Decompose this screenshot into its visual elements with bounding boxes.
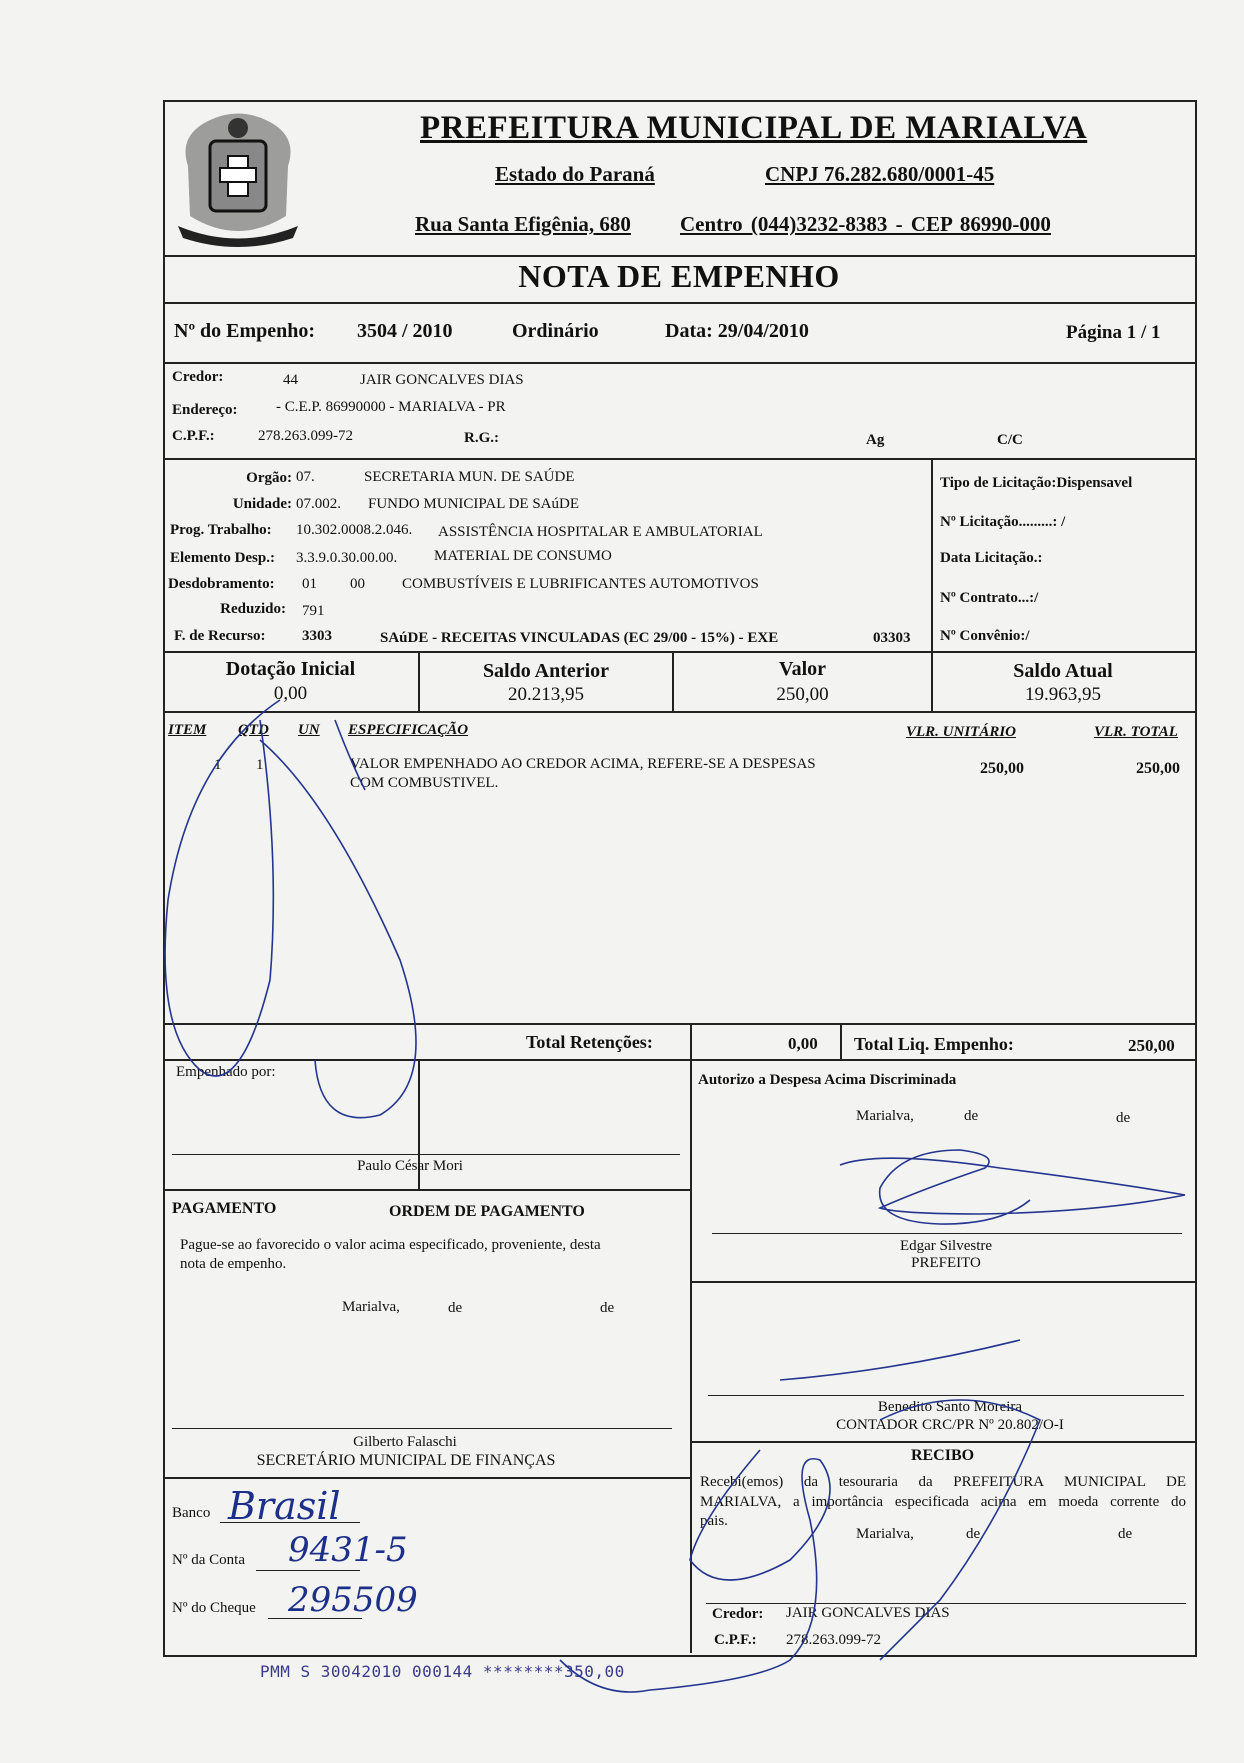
signature-line xyxy=(708,1395,1184,1396)
state-label: Estado do Paraná xyxy=(495,162,655,186)
empenho-number-label: Nº do Empenho: xyxy=(174,320,316,342)
dotacao-inicial-label: Dotação Inicial xyxy=(225,658,356,680)
pay-de-1: de xyxy=(448,1300,463,1316)
item-number: 1 xyxy=(214,757,222,773)
recurso-code: 3303 xyxy=(302,628,332,644)
signature-line xyxy=(172,1428,672,1429)
prog-label: Prog. Trabalho: xyxy=(170,522,272,538)
ordem-pagamento-label: ORDEM DE PAGAMENTO xyxy=(389,1203,585,1220)
unidade-label: Unidade: xyxy=(232,496,292,512)
prog-name: ASSISTÊNCIA HOSPITALAR E AMBULATORIAL xyxy=(438,524,763,540)
elemento-name: MATERIAL DE CONSUMO xyxy=(434,548,612,564)
empenho-date: Data: 29/04/2010 xyxy=(665,320,809,342)
pague-se-line-1: Pague-se ao favorecido o valor acima especificado, proveniente, desta xyxy=(180,1237,601,1253)
credor-label: Credor: xyxy=(172,369,224,385)
empenho-number: 3504 / 2010 xyxy=(357,320,453,342)
rule xyxy=(690,1281,1195,1283)
credor-address: - C.E.P. 86990000 - MARIALVA - PR xyxy=(276,399,506,415)
orgao-label: Orgão: xyxy=(246,470,292,486)
rule xyxy=(690,1023,692,1653)
recibo-city: Marialva, xyxy=(856,1526,914,1542)
col-vlr-total: VLR. TOTAL xyxy=(1094,724,1178,740)
elemento-label: Elemento Desp.: xyxy=(170,550,275,566)
recibo-de-1: de xyxy=(966,1526,981,1542)
accountant-name: Benedito Santo Moreira xyxy=(877,1399,1023,1415)
unidade-name: FUNDO MUNICIPAL DE SAúDE xyxy=(368,496,579,512)
recibo-de-2: de xyxy=(1118,1526,1133,1542)
numero-contrato: Nº Contrato...:/ xyxy=(940,590,1039,606)
rule xyxy=(163,1059,1195,1061)
retencoes-label: Total Retenções: xyxy=(526,1032,653,1052)
contact-info: Centro (044)3232-8383 - CEP 86990-000 xyxy=(680,212,1051,236)
empenhado-por-label: Empenhado por: xyxy=(176,1064,276,1080)
endereco-label: Endereço: xyxy=(172,402,238,418)
saldo-atual-label: Saldo Atual xyxy=(1013,660,1113,682)
col-vlr-unitario: VLR. UNITÁRIO xyxy=(906,724,1017,740)
conta-label: Nº da Conta xyxy=(172,1552,245,1568)
rule xyxy=(931,458,933,651)
rule xyxy=(690,1441,1195,1443)
rg-label: R.G.: xyxy=(464,430,499,446)
auth-de-2: de xyxy=(1116,1110,1131,1126)
mayor-title: PREFEITO xyxy=(911,1255,981,1271)
rule xyxy=(163,651,1195,653)
page-number: Página 1 / 1 xyxy=(1066,322,1161,343)
rule xyxy=(163,711,1195,713)
col-un: UN xyxy=(298,722,320,738)
auth-de-1: de xyxy=(964,1108,979,1124)
item-unit-value: 250,00 xyxy=(980,760,1024,777)
page-title: PREFEITURA MUNICIPAL DE MARIALVA xyxy=(420,110,1088,146)
numero-licitacao: Nº Licitação.........: / xyxy=(940,514,1066,530)
tipo-licitacao xyxy=(940,475,1132,492)
empenho-type: Ordinário xyxy=(512,320,599,342)
pagamento-label: PAGAMENTO xyxy=(172,1200,277,1217)
recibo-line-3: pais. xyxy=(700,1513,728,1529)
pay-city: Marialva, xyxy=(342,1299,400,1315)
ag-label: Ag xyxy=(866,432,885,448)
liquido-value: 250,00 xyxy=(1128,1036,1175,1055)
signature-line xyxy=(172,1154,680,1155)
address: Rua Santa Efigênia, 680 xyxy=(415,212,631,236)
recibo-line-2: MARIALVA, a importância especificada acima em moeda corrente do xyxy=(700,1494,1186,1510)
reduzido-label: Reduzido: xyxy=(220,601,286,617)
rule xyxy=(163,1477,691,1479)
item-spec-line-2: COM COMBUSTIVEL. xyxy=(350,775,499,791)
recurso-name: SAúDE - RECEITAS VINCULADAS (EC 29/00 - 15%) - EXE xyxy=(380,630,779,646)
rule xyxy=(163,458,1195,460)
elemento-code: 3.3.9.0.30.00.00. xyxy=(296,550,398,566)
recibo-cpf-value: 278.263.099-72 xyxy=(786,1632,881,1648)
orgao-code: 07. xyxy=(296,469,315,485)
banco-label: Banco xyxy=(172,1505,211,1521)
pague-se-line-2: nota de empenho. xyxy=(180,1256,287,1272)
tipo-licitacao-text: Tipo de Licitação:Dispensavel xyxy=(940,475,1133,491)
auth-city: Marialva, xyxy=(856,1108,914,1124)
rule xyxy=(163,1023,1195,1025)
recibo-credor-label: Credor: xyxy=(712,1606,764,1622)
recibo-cpf-label: C.P.F.: xyxy=(714,1632,757,1648)
data-licitacao: Data Licitação.: xyxy=(940,550,1043,566)
item-spec-line-1: VALOR EMPENHADO AO CREDOR ACIMA, REFERE-SE A DESPESAS xyxy=(350,756,816,772)
finance-title: SECRETÁRIO MUNICIPAL DE FINANÇAS xyxy=(256,1452,556,1469)
rule xyxy=(163,1189,691,1191)
rule xyxy=(163,255,1195,257)
conta-value: 9431-5 xyxy=(288,1530,408,1570)
signature-line xyxy=(706,1603,1186,1604)
col-especificacao: ESPECIFICAÇÃO xyxy=(348,722,469,738)
cheque-label: Nº do Cheque xyxy=(172,1600,256,1616)
prog-code: 10.302.0008.2.046. xyxy=(296,522,413,538)
valor-value: 250,00 xyxy=(776,684,829,705)
valor-label: Valor xyxy=(778,658,827,680)
cheque-value: 295509 xyxy=(288,1580,418,1620)
dotacao-inicial-value: 0,00 xyxy=(273,683,308,704)
cpf-label: C.P.F.: xyxy=(172,428,215,444)
credor-name: JAIR GONCALVES DIAS xyxy=(360,372,524,388)
credor-code: 44 xyxy=(283,372,298,388)
orgao-name: SECRETARIA MUN. DE SAÚDE xyxy=(364,469,575,485)
item-total-value: 250,00 xyxy=(1136,760,1180,777)
cnpj: CNPJ 76.282.680/0001-45 xyxy=(765,162,995,186)
retencoes-value: 0,00 xyxy=(788,1034,818,1053)
mayor-name: Edgar Silvestre xyxy=(899,1238,993,1254)
authentication-stamp: PMM S 30042010 000144 ********350,00 xyxy=(260,1662,625,1681)
banco-value: Brasil xyxy=(228,1484,341,1528)
recurso-label: F. de Recurso: xyxy=(174,628,266,644)
recibo-title: RECIBO xyxy=(910,1447,975,1464)
reduzido-value: 791 xyxy=(302,603,325,619)
rule xyxy=(163,302,1195,304)
signer-paulo: Paulo César Mori xyxy=(357,1158,463,1174)
col-qtd: QTD xyxy=(238,722,269,738)
finance-name: Gilberto Falaschi xyxy=(353,1434,457,1450)
desdobramento-name: COMBUSTÍVEIS E LUBRIFICANTES AUTOMOTIVOS xyxy=(402,576,759,592)
recibo-credor-name: JAIR GONCALVES DIAS xyxy=(786,1605,950,1621)
recibo-line-1: Recebi(emos) da tesouraria da PREFEITURA MUNICIPAL DE xyxy=(700,1474,1186,1490)
autorizo-label: Autorizo a Despesa Acima Discriminada xyxy=(698,1072,957,1088)
saldo-anterior-value: 20.213,95 xyxy=(508,684,584,705)
rule xyxy=(163,362,1195,364)
saldo-anterior-label: Saldo Anterior xyxy=(482,660,610,682)
item-qty: 1 xyxy=(256,757,264,773)
rule xyxy=(840,1023,842,1059)
saldo-atual-value: 19.963,95 xyxy=(1025,684,1101,705)
desdobramento-label: Desdobramento: xyxy=(168,576,275,592)
accountant-title: CONTADOR CRC/PR Nº 20.802/O-I xyxy=(836,1417,1064,1433)
recurso-code-2: 03303 xyxy=(873,630,911,646)
municipal-coat-of-arms-icon xyxy=(168,106,308,251)
document-title: NOTA DE EMPENHO xyxy=(518,258,840,294)
credor-cpf: 278.263.099-72 xyxy=(258,428,353,444)
desdobramento-code-2: 00 xyxy=(350,576,365,592)
unidade-code: 07.002. xyxy=(296,496,341,512)
conta-line xyxy=(256,1570,360,1571)
cc-label: C/C xyxy=(997,432,1023,448)
desdobramento-code-1: 01 xyxy=(302,576,317,592)
pay-de-2: de xyxy=(600,1300,615,1316)
numero-convenio: Nº Convênio:/ xyxy=(940,628,1030,644)
liquido-label: Total Liq. Empenho: xyxy=(854,1034,1014,1054)
col-item: ITEM xyxy=(168,722,207,738)
signature-line xyxy=(712,1233,1182,1234)
